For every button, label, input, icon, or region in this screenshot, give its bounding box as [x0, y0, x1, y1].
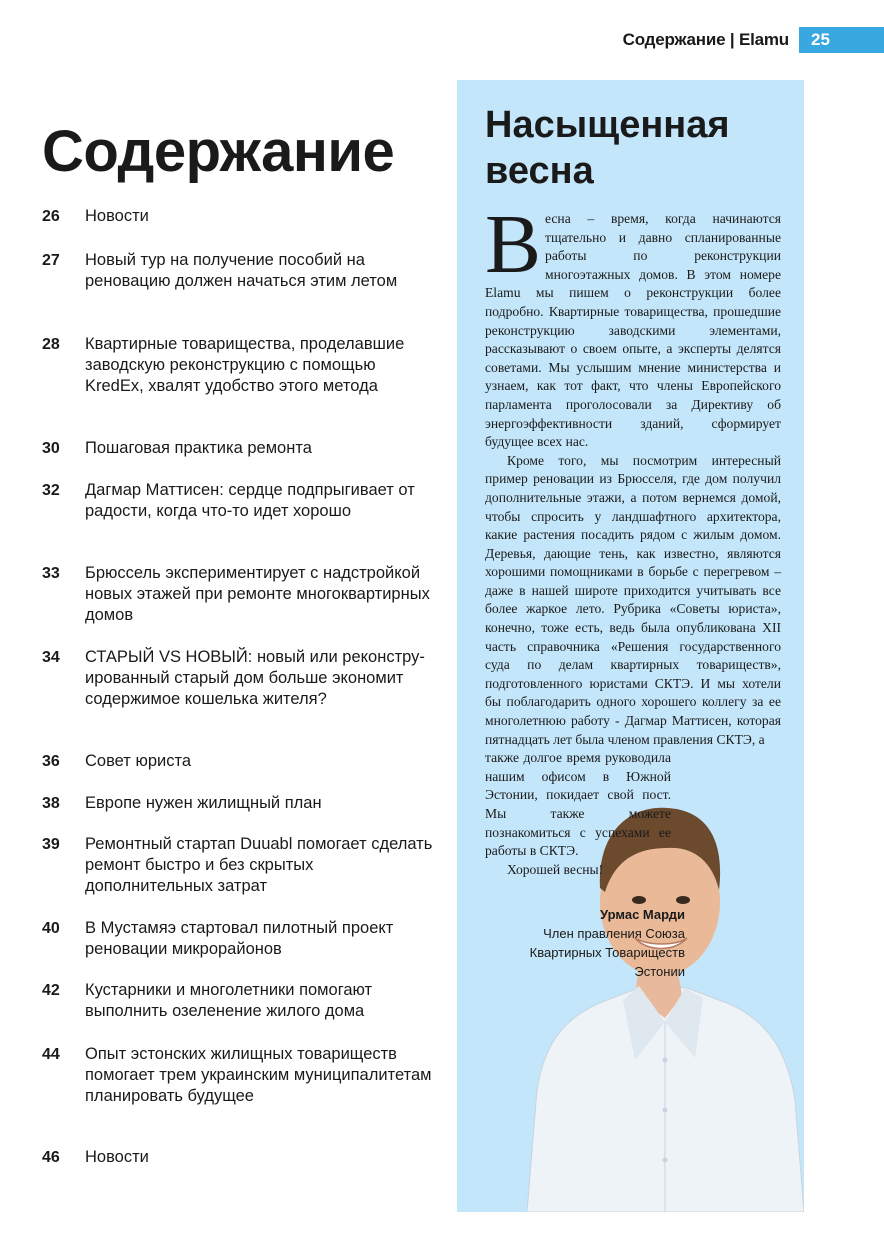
toc-item[interactable]: [42, 834, 437, 897]
toc-text: Дагмар Маттисен: сердце подпрыгивает от радости, когда что-то идет хорошо: [85, 481, 415, 520]
author-caption: [525, 905, 685, 981]
toc-page: 38: [42, 795, 60, 812]
toc-page: 27: [42, 252, 60, 269]
toc-title: Содержание: [42, 119, 395, 184]
toc-item[interactable]: [42, 480, 437, 522]
toc-text: Новый тур на получение пособий на реновацию должен начаться этим летом: [85, 251, 398, 290]
toc-text: Ремонтный стартап Duuabl помогает сделать ремонт быстро и без скрытых дополнительных затрат: [85, 835, 433, 895]
toc-page: 34: [42, 649, 60, 666]
page-header: [623, 27, 884, 53]
toc-item[interactable]: [42, 438, 437, 459]
toc-item[interactable]: [42, 1044, 437, 1107]
editorial-panel: [457, 80, 804, 1212]
toc-item[interactable]: [42, 250, 437, 292]
toc-text: Новости: [85, 207, 149, 225]
toc-page: 36: [42, 753, 60, 770]
toc-page: 40: [42, 920, 60, 937]
toc-text: Новости: [85, 1148, 149, 1166]
toc-page: 28: [42, 336, 60, 353]
toc-page: 42: [42, 982, 60, 999]
toc-text: Опыт эстонских жилищных товариществ помогает трем украинским муниципалитетам планировать будущее: [85, 1045, 432, 1105]
editorial-paragraph-2: Кроме того, мы посмотрим интересный пример реновации из Брюсселя, где дом получил дополнительные этажи, а потом вернемся домой, чтобы спросить у ландшафтного архитектора, какие растения посадить рядом с жилым домом. Деревья, дающие тень, как известно, являются хорошими помощниками в борьбе с перегревом – даже в нашей широте приходится учитывать все более жаркое лето. Рубрика «Советы юриста», конечно, тоже есть, ведь была опубликована XII часть справочника «Решения государственного суда по делам квартирных товариществ», подготовленного юристами СКТЭ. И мы хотели бы поблагодарить одного хорошего коллегу за ее многолетнюю работу - Дагмар Маттисен, которая пятнадцать лет была членом правления СКТЭ, а: [485, 452, 781, 747]
editorial-title: [485, 102, 804, 194]
toc-item[interactable]: [42, 1147, 437, 1168]
toc-text: Квартирные товарищества, проделавшие заводскую реконструкцию с помощью KredEx, хвалят удобство этого метода: [85, 335, 405, 395]
editorial-paragraph-1: [485, 198, 781, 452]
toc-text: В Мустамяэ стартовал пилотный проект реновации микрорайонов: [85, 919, 394, 958]
toc-item[interactable]: [42, 563, 437, 626]
toc-item[interactable]: [42, 206, 437, 227]
editorial-title-text: Насыщенная весна: [485, 104, 730, 192]
toc-item[interactable]: [42, 647, 437, 710]
toc-page: 30: [42, 440, 60, 457]
toc-text: СТАРЫЙ VS НОВЫЙ: новый или реконстру-ированный старый дом больше экономит содержимое кошелька жителя?: [85, 648, 425, 708]
toc-page: 26: [42, 208, 60, 225]
toc-item[interactable]: [42, 918, 437, 960]
author-name: Урмас Марди: [600, 907, 685, 922]
toc-page: 32: [42, 482, 60, 499]
toc-text: Брюссель экспериментирует с надстройкой новых этажей при ремонте многоквартирных домов: [85, 564, 430, 624]
toc-page: 46: [42, 1149, 60, 1166]
toc-page: 33: [42, 565, 60, 582]
toc-text: Совет юриста: [85, 752, 192, 770]
toc-item[interactable]: [42, 334, 437, 397]
toc-text: Европе нужен жилищный план: [85, 794, 322, 812]
section-label: Содержание | Elamu: [622, 30, 789, 49]
toc-item[interactable]: [42, 980, 437, 1022]
toc-item[interactable]: [42, 793, 437, 814]
page-number: 25: [799, 27, 884, 53]
author-role: Член правления Союза Квартирных Товариществ Эстонии: [529, 926, 685, 979]
toc-item[interactable]: [42, 751, 437, 772]
toc-page: 39: [42, 836, 60, 853]
dropcap: В: [485, 198, 542, 291]
toc-page: 44: [42, 1046, 60, 1063]
toc-text: Пошаговая практика ремонта: [85, 439, 312, 457]
editorial-paragraph-3: Хорошей весны!: [507, 861, 604, 877]
editorial-body: [485, 198, 781, 879]
editorial-paragraph-2-cont: также долгое время руководила нашим офисом в Южной Эстонии, покидает свой пост. Мы также можете познакомиться с успехами ее работы в СКТЭ.: [485, 750, 671, 859]
toc-text: Кустарники и многолетники помогают выполнить озеленение жилого дома: [85, 981, 373, 1020]
editorial-narrow-block: [485, 749, 671, 879]
paragraph-1-text: есна – время, когда начинаются тщательно и давно спланированные работы по реконструкции многоэтажных домов. В этом номере Elamu мы пишем о реконструкции более подробно. Квартирные товарищества, прошедшие реконструкцию заводскими элементами, рассказывают о своем опыте, а эксперты делятся советами. Мы услышим мнение министерства и узнаем, как тот факт, что члены Европейского парламента проголосовали за Директиву об энергоэффективности зданий, сформирует будущее всех нас.: [485, 211, 781, 450]
